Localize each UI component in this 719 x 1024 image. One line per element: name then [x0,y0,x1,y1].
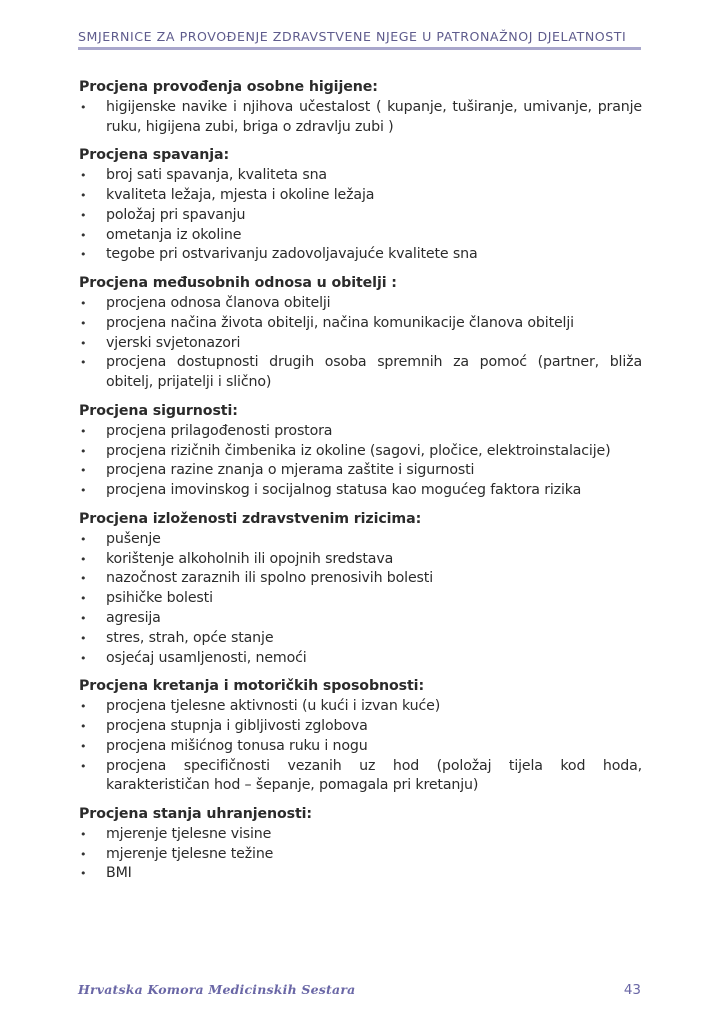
bullet-icon: • [80,464,87,478]
section-title: Procjena spavanja: [79,147,230,164]
section-title: Procjena provođenja osobne higijene: [79,79,378,95]
list-item [79,314,642,334]
section [79,677,642,796]
list-item [79,550,642,570]
section [79,805,642,884]
list-item [79,206,642,226]
list-item-text: ometanja iz okoline [106,226,242,243]
page-footer [78,979,641,1001]
list-item-text: procjena stupnja i gibljivosti zglobova [106,717,368,734]
header-divider [78,47,641,50]
list-item [79,609,642,629]
list-item-text: procjena mišićnog tonusa ruku i nogu [106,737,368,754]
list-item-text: tegobe pri ostvarivanju zadovoljavajuće kvalitete sna [106,246,478,263]
bullet-icon: • [80,532,87,546]
list-item-text: procjena odnosa članova obitelji [106,294,331,311]
list-item [79,481,642,501]
bullet-icon: • [80,188,87,202]
list-item [79,294,642,314]
bullet-icon: • [80,208,87,222]
list-item-text: procjena tjelesne aktivnosti (u kući i izvan kuće) [106,698,441,715]
list-item-text: BMI [106,865,132,882]
list-item-text: procjena prilagođenosti prostora [106,422,333,439]
page-content [79,78,642,893]
list-item [79,757,642,797]
list-item [79,530,642,550]
bullet-icon: • [80,169,87,183]
list-item [79,825,642,845]
bullet-icon: • [80,719,87,733]
list-item-text: broj sati spavanja, kvaliteta sna [106,167,327,184]
list-item-text: agresija [106,609,161,626]
list-item [79,845,642,865]
list-item [79,864,642,884]
list-item [79,717,642,737]
list-item-text: procjena načina života obitelji, načina komunikacije članova obitelji [106,314,574,331]
list-item-text: položaj pri spavanju [106,206,246,223]
section [79,78,642,137]
bullet-icon: • [80,424,87,438]
list-item-text: procjena specifičnosti vezanih uz hod (položaj tijela kod hoda, karakterističan hod – šepanje, pomagala pri kretanju) [106,757,642,794]
bullet-icon: • [80,739,87,753]
list-item-text: procjena imovinskog i socijalnog statusa kao mogućeg faktora rizika [106,482,582,499]
list-item [79,629,642,649]
bullet-icon: • [80,356,87,370]
list-item [79,461,642,481]
list-item [79,649,642,669]
bullet-icon: • [80,444,87,458]
section-title: Procjena kretanja i motoričkih sposobnosti: [79,678,425,695]
section-title: Procjena međusobnih odnosa u obitelji : [79,275,397,292]
bullet-icon: • [80,867,87,881]
bullet-icon: • [80,572,87,586]
bullet-icon: • [80,228,87,242]
running-header-title: SMJERNICE ZA PROVOĐENJE ZDRAVSTVENE NJEGE U PATRONAŽNOJ DJELATNOSTI [78,29,627,44]
page-number: 43 [623,982,641,998]
list-item-text: procjena rizičnih čimbenika iz okoline (sagovi, pločice, elektroinstalacije) [106,442,611,459]
list-item [79,569,642,589]
list-item [79,245,642,265]
list-item [79,166,642,186]
bullet-icon: • [80,336,87,350]
list-item [79,186,642,206]
list-item [79,737,642,757]
list-item-text: procjena dostupnosti drugih osoba spremnih za pomoć (partner, bliža obitelj, prijatelji i slično) [106,354,642,391]
list-item [79,226,642,246]
list-item [79,98,642,138]
bullet-icon: • [80,700,87,714]
section [79,274,642,393]
bullet-icon: • [80,759,87,773]
list-item-text: mjerenje tjelesne visine [106,825,272,842]
bullet-icon: • [80,296,87,310]
list-item-text: procjena razine znanja o mjerama zaštite i sigurnosti [106,462,475,479]
footer-organization: Hrvatska Komora Medicinskih Sestara [78,982,356,997]
list-item-text: psihičke bolesti [106,590,213,607]
list-item-text: vjerski svjetonazori [106,334,241,351]
list-item-text: korištenje alkoholnih ili opojnih sredstava [106,550,394,567]
list-item [79,422,642,442]
list-item-text: mjerenje tjelesne težine [106,845,274,862]
bullet-icon: • [80,592,87,606]
list-item [79,353,642,393]
list-item-text: nazočnost zaraznih ili spolno prenosivih bolesti [106,570,433,587]
bullet-icon: • [80,484,87,498]
list-item-text: higijenske navike i njihova učestalost ( kupanje, tuširanje, umivanje, pranje ruku, higijena zubi, briga o zdravlju zubi ) [106,98,642,135]
page-header [78,29,641,50]
list-item-text: kvaliteta ležaja, mjesta i okoline ležaja [106,186,375,203]
section [79,146,642,265]
section-title: Procjena sigurnosti: [79,402,238,419]
section-title: Procjena stanja uhranjenosti: [79,806,312,823]
section [79,402,642,501]
list-item-text: pušenje [106,530,161,547]
section [79,510,642,668]
list-item-text: osjećaj usamljenosti, nemoći [106,649,307,666]
bullet-icon: • [80,651,87,665]
list-item [79,697,642,717]
list-item-text: stres, strah, opće stanje [106,629,274,646]
section-title: Procjena izloženosti zdravstvenim rizicima: [79,510,422,527]
list-item [79,589,642,609]
bullet-icon: • [80,100,87,114]
bullet-icon: • [80,316,87,330]
bullet-icon: • [80,552,87,566]
bullet-icon: • [80,847,87,861]
bullet-icon: • [80,611,87,625]
bullet-icon: • [80,631,87,645]
list-item [79,442,642,462]
bullet-icon: • [80,248,87,262]
list-item [79,334,642,354]
bullet-icon: • [80,827,87,841]
